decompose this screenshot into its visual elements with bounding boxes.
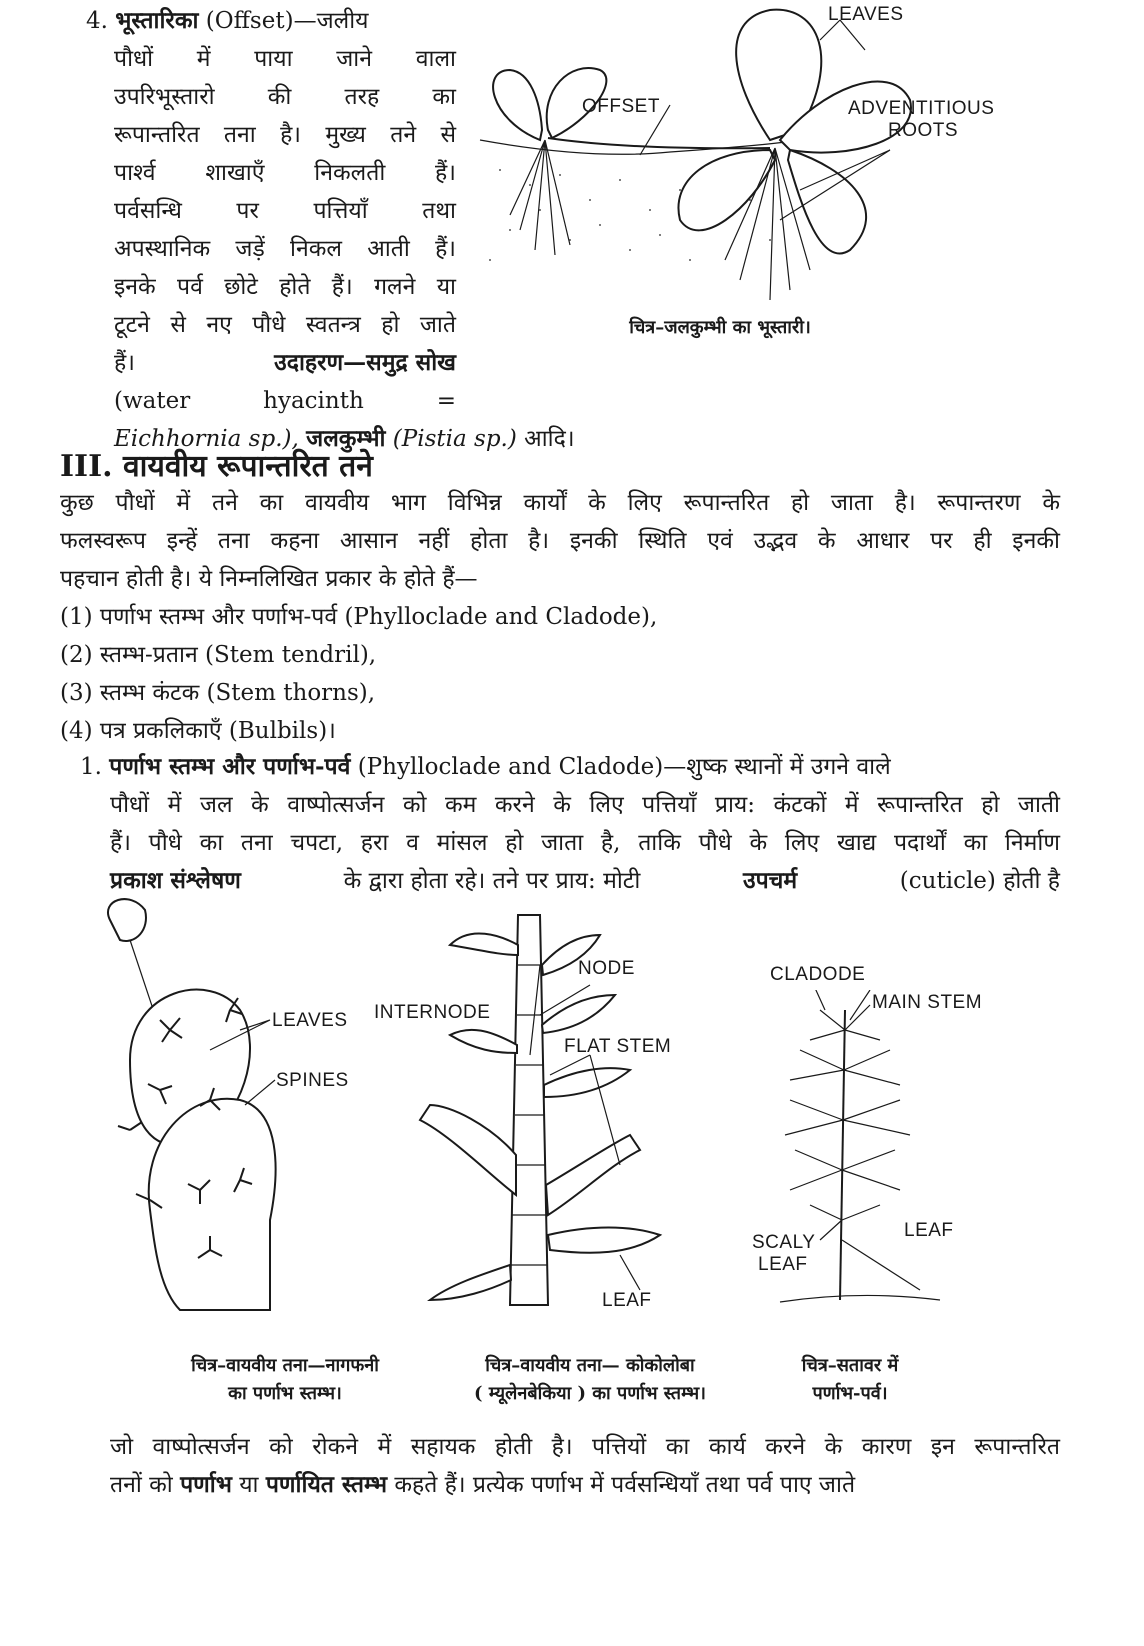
body-line: जो वाष्पोत्सर्जन को रोकने में सहायक होती है। पत्तियों का कार्य करने के कारण इन रूपान्तरित: [110, 1434, 1060, 1460]
example-en: hyacinth: [263, 388, 364, 414]
phylloclade-body: [110, 786, 1060, 900]
body-line: हैं। पौधे का तना चपटा, हरा व मांसल हो जाता है, ताकि पौधे के लिए खाद्य पदार्थों का निर्माण: [110, 830, 1060, 856]
phylloclade-title-en: (Phylloclade and Cladode)—शुष्क स्थानों में उगने वाले: [357, 754, 891, 780]
figure-caption: [120, 1352, 450, 1408]
label-internode: INTERNODE: [374, 1002, 491, 1023]
caption-line: चित्र–वायवीय तना—नागफनी: [191, 1355, 379, 1376]
example-label: उदाहरण—समुद्र सोख: [274, 349, 456, 376]
common-name: जलकुम्भी: [306, 425, 386, 452]
type-list: [60, 598, 1060, 750]
body-text: (cuticle) होती है: [899, 868, 1060, 894]
bold-term: पर्णायित स्तम्भ: [265, 1471, 388, 1498]
label-main-stem: MAIN STEM: [872, 992, 983, 1013]
body-text: कहते हैं। प्रत्येक पर्णाभ में पर्वसन्धियाँ तथा पर्व पाए जाते: [394, 1472, 856, 1498]
offset-tail: आदि।: [524, 426, 575, 452]
section-intro: [60, 484, 1060, 598]
bold-term: उपचर्म: [743, 867, 798, 894]
caption-line: चित्र–सतावर में: [801, 1355, 899, 1376]
cactus-illustration: [90, 890, 290, 1330]
item-number: 1.: [80, 754, 102, 780]
list-item: (3) स्तम्भ कंटक (Stem thorns),: [60, 680, 376, 706]
intro-line: पहचान होती है। ये निम्नलिखित प्रकार के होते हैं—: [60, 566, 478, 592]
intro-line: कुछ पौधों में तने का वायवीय भाग विभिन्न कार्यों के लिए रूपान्तरित हो जाता है। रूपान्तरण के: [60, 490, 1060, 516]
body-line: [110, 1466, 1060, 1504]
label-roots: ROOTS: [888, 120, 959, 141]
offset-line: उपरिभूस्तारो की तरह का: [114, 84, 456, 110]
label-leaves: LEAVES: [828, 4, 904, 25]
label-scaly-leaf: LEAF: [758, 1254, 808, 1275]
phylloclade-title: पर्णाभ स्तम्भ और पर्णाभ-पर्व: [109, 753, 351, 780]
label-spines: SPINES: [276, 1070, 349, 1091]
species-name: Eichhornia sp.),: [114, 426, 299, 452]
offset-term: भूस्तारिका: [115, 7, 199, 34]
label-node: NODE: [578, 958, 635, 979]
example-en: (water: [114, 388, 191, 414]
label-adventitious: ADVENTITIOUS: [848, 98, 995, 119]
offset-line: इनके पर्व छोटे होते हैं। गलने या: [114, 274, 456, 300]
offset-line: अपस्थानिक जड़ें निकल आती हैं।: [114, 236, 456, 262]
offset-term-en: (Offset): [205, 8, 294, 34]
section-heading: III. वायवीय रूपान्तरित तने: [60, 449, 373, 484]
cocoloba-illustration: [390, 905, 690, 1325]
item-number: 4.: [86, 8, 108, 34]
example-en: =: [436, 388, 456, 414]
figure-caption: [440, 1352, 740, 1408]
caption-line: चित्र–वायवीय तना— कोकोलोबा: [485, 1355, 695, 1376]
closing-paragraph: [110, 1428, 1060, 1504]
label-cladode: CLADODE: [770, 964, 866, 985]
offset-line: पार्श्व शाखाएँ निकलती हैं।: [114, 160, 456, 186]
caption-line: का पर्णाभ स्तम्भ।: [228, 1383, 342, 1404]
list-item: (1) पर्णाभ स्तम्भ और पर्णाभ-पर्व (Phylloclade and Cladode),: [60, 604, 658, 630]
label-leaf: LEAF: [904, 1220, 954, 1241]
offset-line: —जलीय: [293, 8, 369, 34]
bold-term: पर्णाभ: [180, 1471, 232, 1498]
list-item: (4) पत्र प्रकलिकाएँ (Bulbils)।: [60, 718, 336, 744]
intro-line: फलस्वरूप इन्हें तना कहना आसान नहीं होता है। इनकी स्थिति एवं उद्भव के आधार पर ही इनकी: [60, 528, 1060, 554]
caption-line: पर्णाभ-पर्व।: [812, 1383, 888, 1404]
offset-line: हैं।: [114, 350, 135, 376]
label-scaly: SCALY: [752, 1232, 816, 1253]
label-leaves: LEAVES: [272, 1010, 348, 1031]
label-flat-stem: FLAT STEM: [564, 1036, 672, 1057]
figure-caption: चित्र–जलकुम्भी का भूस्तारी।: [629, 317, 811, 338]
offset-body: [114, 40, 456, 420]
label-offset: OFFSET: [582, 96, 660, 117]
figure-caption: [760, 1352, 940, 1408]
water-hyacinth-illustration: [470, 0, 1070, 330]
label-leaf: LEAF: [602, 1290, 652, 1311]
offset-paragraph: [86, 2, 456, 40]
body-text: तनों को: [110, 1472, 173, 1498]
species-name: (Pistia sp.): [392, 426, 517, 452]
phylloclade-heading: [80, 748, 1060, 786]
offset-line: पर्वसन्धि पर पत्तियाँ तथा: [114, 198, 456, 224]
body-line: पौधों में जल के वाष्पोत्सर्जन को कम करने के लिए पत्तियाँ प्राय: कंटकों में रूपान्तरित हो जाती: [110, 792, 1060, 818]
body-text: या: [239, 1472, 259, 1498]
offset-line: पौधों में पाया जाने वाला: [114, 46, 456, 72]
offset-line: टूटने से नए पौधे स्वतन्त्र हो जाते: [114, 312, 456, 338]
caption-line: ( म्यूलेनबेकिया ) का पर्णाभ स्तम्भ।: [474, 1383, 706, 1404]
list-item: (2) स्तम्भ-प्रतान (Stem tendril),: [60, 642, 377, 668]
bold-term: प्रकाश संश्लेषण: [110, 867, 241, 894]
offset-line: रूपान्तरित तना है। मुख्य तने से: [114, 122, 456, 148]
body-text: के द्वारा होता रहे। तने पर प्राय: मोटी: [343, 868, 641, 894]
